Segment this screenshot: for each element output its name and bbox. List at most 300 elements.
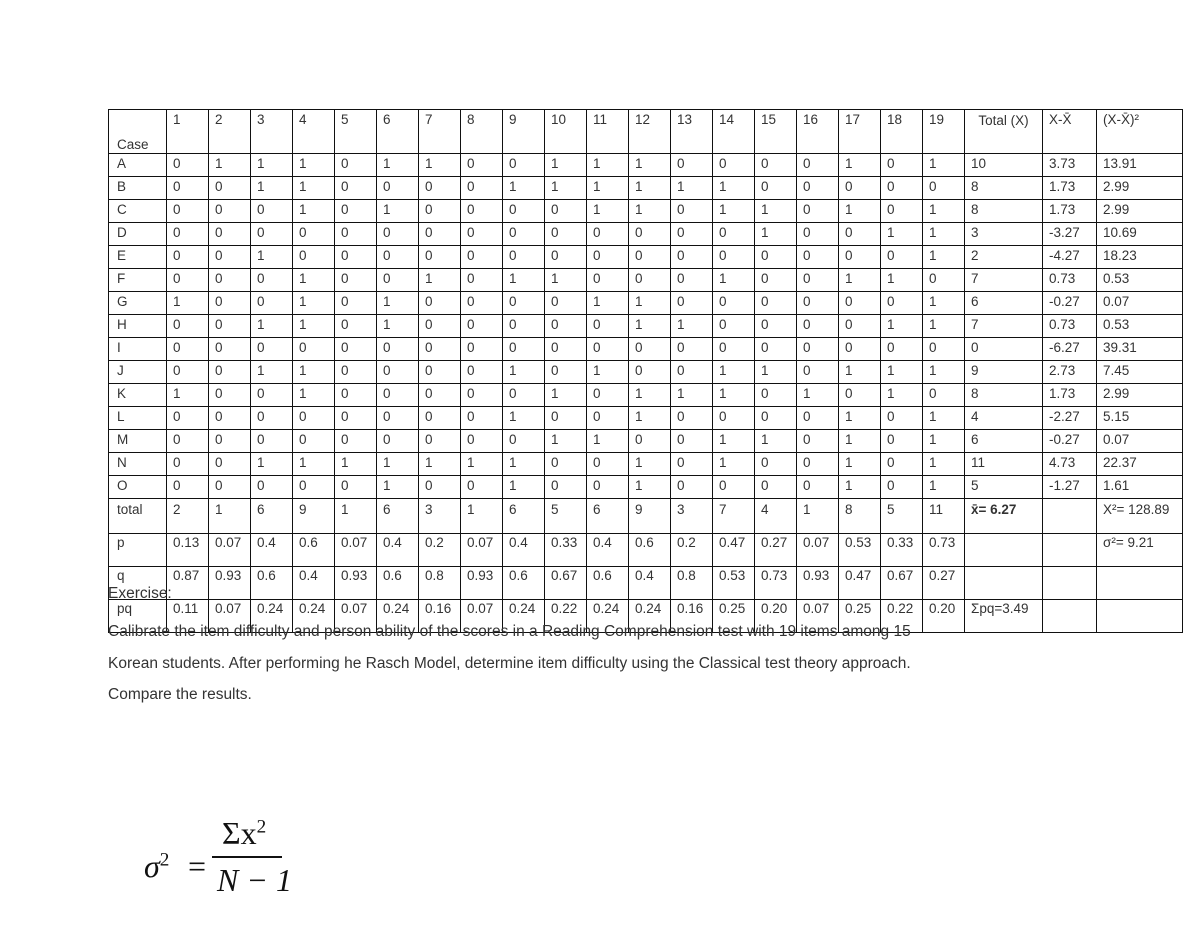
score-cell: 0 (251, 200, 293, 223)
item-total-cell: 11 (923, 499, 965, 534)
score-cell: 1 (629, 177, 671, 200)
score-cell: 1 (923, 246, 965, 269)
score-cell: 1 (419, 453, 461, 476)
score-cell: 1 (503, 407, 545, 430)
item-stat-cell: 0.07 (797, 534, 839, 567)
score-cell: 1 (293, 453, 335, 476)
item-stat-cell: 0.6 (503, 567, 545, 600)
score-cell: 0 (167, 223, 209, 246)
score-cell: 1 (503, 453, 545, 476)
item-stat-cell: 0.4 (587, 534, 629, 567)
score-cell: 0 (545, 315, 587, 338)
score-cell: 0 (377, 246, 419, 269)
score-cell: 1 (377, 453, 419, 476)
score-cell: 0 (503, 384, 545, 407)
score-cell: 0 (671, 430, 713, 453)
total-cell: 5 (965, 476, 1043, 499)
item-stat-cell: 0.4 (629, 567, 671, 600)
exercise-title: Exercise: (108, 585, 172, 602)
score-cell: 0 (755, 292, 797, 315)
deviation-squared-cell: 39.31 (1097, 338, 1183, 361)
score-cell: 0 (461, 338, 503, 361)
score-cell: 0 (167, 246, 209, 269)
deviation-cell: 3.73 (1043, 154, 1097, 177)
item-stat-cell: 0.24 (251, 600, 293, 633)
score-cell: 0 (545, 407, 587, 430)
score-cell: 0 (797, 476, 839, 499)
score-cell: 0 (209, 200, 251, 223)
score-cell: 0 (671, 246, 713, 269)
deviation-cell: 0.73 (1043, 269, 1097, 292)
score-cell: 1 (629, 154, 671, 177)
score-cell: 1 (419, 269, 461, 292)
item-stat-cell: 0.33 (545, 534, 587, 567)
item-header: 15 (755, 110, 797, 154)
score-cell: 1 (923, 453, 965, 476)
case-label: K (109, 384, 167, 407)
item-total-cell: 6 (377, 499, 419, 534)
score-cell: 0 (797, 154, 839, 177)
score-cell: 1 (167, 384, 209, 407)
score-cell: 0 (167, 453, 209, 476)
item-header: 8 (461, 110, 503, 154)
score-cell: 0 (167, 430, 209, 453)
case-label: I (109, 338, 167, 361)
score-cell: 0 (713, 223, 755, 246)
score-cell: 0 (587, 453, 629, 476)
score-cell: 1 (629, 315, 671, 338)
item-stat-cell: 0.6 (587, 567, 629, 600)
item-header: 3 (251, 110, 293, 154)
table-row (109, 223, 1183, 246)
score-cell: 0 (503, 430, 545, 453)
item-stat-cell: 0.22 (545, 600, 587, 633)
item-total-cell: 1 (797, 499, 839, 534)
score-cell: 0 (335, 246, 377, 269)
deviation-cell: -1.27 (1043, 476, 1097, 499)
score-cell: 1 (461, 453, 503, 476)
score-cell: 0 (377, 407, 419, 430)
total-cell: 8 (965, 200, 1043, 223)
deviation-squared-cell: 1.61 (1097, 476, 1183, 499)
item-stat-cell: 0.25 (839, 600, 881, 633)
item-stat-cell: 0.8 (419, 567, 461, 600)
score-cell: 0 (209, 361, 251, 384)
score-cell: 0 (629, 269, 671, 292)
score-cell: 0 (587, 269, 629, 292)
item-total-cell: 9 (629, 499, 671, 534)
score-cell: 0 (461, 476, 503, 499)
score-cell: 0 (335, 200, 377, 223)
score-cell: 0 (461, 361, 503, 384)
item-total-cell: 6 (587, 499, 629, 534)
score-cell: 0 (251, 269, 293, 292)
score-cell: 1 (251, 177, 293, 200)
total-cell: 3 (965, 223, 1043, 246)
score-cell: 0 (209, 246, 251, 269)
score-cell: 0 (587, 476, 629, 499)
score-cell: 1 (923, 430, 965, 453)
table-row (109, 292, 1183, 315)
score-cell: 1 (293, 200, 335, 223)
score-cell: 0 (881, 200, 923, 223)
score-cell: 0 (419, 384, 461, 407)
deviation-squared-cell: 2.99 (1097, 200, 1183, 223)
deviation-squared-cell: 10.69 (1097, 223, 1183, 246)
score-cell: 0 (167, 476, 209, 499)
item-stat-cell: 0.07 (209, 534, 251, 567)
score-cell: 0 (293, 407, 335, 430)
score-cell: 1 (797, 384, 839, 407)
item-header: 18 (881, 110, 923, 154)
item-stat-cell: 0.93 (209, 567, 251, 600)
score-cell: 0 (503, 292, 545, 315)
item-total-cell: 9 (293, 499, 335, 534)
score-cell: 0 (755, 476, 797, 499)
formula-denominator: N − 1 (217, 862, 292, 898)
score-cell: 1 (629, 407, 671, 430)
score-cell: 0 (461, 384, 503, 407)
score-cell: 0 (419, 177, 461, 200)
item-stat-cell: 0.13 (167, 534, 209, 567)
score-cell: 0 (545, 361, 587, 384)
score-cell: 0 (335, 177, 377, 200)
score-cell: 0 (839, 292, 881, 315)
case-label: E (109, 246, 167, 269)
score-cell: 0 (419, 200, 461, 223)
score-cell: 1 (671, 177, 713, 200)
score-cell: 0 (671, 200, 713, 223)
score-cell: 0 (209, 453, 251, 476)
score-cell: 0 (503, 315, 545, 338)
score-cell: 1 (713, 177, 755, 200)
score-cell: 0 (503, 246, 545, 269)
item-stat-cell: 0.27 (755, 534, 797, 567)
item-stat-cell: 0.27 (923, 567, 965, 600)
total-cell: 2 (965, 246, 1043, 269)
score-cell: 1 (713, 453, 755, 476)
item-stat-cell: 0.2 (419, 534, 461, 567)
score-cell: 0 (167, 407, 209, 430)
case-label: H (109, 315, 167, 338)
score-cell: 0 (461, 223, 503, 246)
score-cell: 1 (713, 361, 755, 384)
deviation-squared-cell: 22.37 (1097, 453, 1183, 476)
item-header: 17 (839, 110, 881, 154)
table-row (109, 338, 1183, 361)
item-total-cell: 5 (545, 499, 587, 534)
score-cell: 0 (209, 407, 251, 430)
score-cell: 0 (251, 292, 293, 315)
item-stat-cell: 0.6 (377, 567, 419, 600)
item-header: 7 (419, 110, 461, 154)
score-cell: 1 (923, 315, 965, 338)
item-stat-cell: 0.24 (629, 600, 671, 633)
case-label: F (109, 269, 167, 292)
score-cell: 0 (335, 338, 377, 361)
score-cell: 0 (671, 154, 713, 177)
score-cell: 0 (881, 246, 923, 269)
score-cell: 1 (251, 315, 293, 338)
total-cell: 9 (965, 361, 1043, 384)
score-cell: 0 (839, 384, 881, 407)
score-cell: 0 (587, 407, 629, 430)
score-cell: 0 (587, 246, 629, 269)
score-cell: 1 (293, 269, 335, 292)
score-cell: 0 (377, 269, 419, 292)
score-cell: 1 (923, 200, 965, 223)
score-cell: 1 (293, 315, 335, 338)
item-stat-cell: 0.4 (251, 534, 293, 567)
score-cell: 0 (671, 223, 713, 246)
score-cell: 1 (839, 361, 881, 384)
score-cell: 0 (377, 223, 419, 246)
score-cell: 1 (923, 476, 965, 499)
item-stat-cell: 0.93 (461, 567, 503, 600)
score-cell: 0 (461, 315, 503, 338)
score-cell: 0 (671, 407, 713, 430)
item-stat-cell: 0.07 (461, 600, 503, 633)
score-cell: 1 (881, 223, 923, 246)
score-cell: 0 (251, 476, 293, 499)
score-cell: 0 (797, 223, 839, 246)
score-cell: 0 (167, 361, 209, 384)
score-cell: 0 (797, 292, 839, 315)
score-cell: 0 (797, 430, 839, 453)
score-cell: 0 (293, 223, 335, 246)
score-cell: 0 (461, 269, 503, 292)
score-cell: 1 (587, 177, 629, 200)
score-cell: 0 (335, 476, 377, 499)
item-stat-cell: 0.24 (503, 600, 545, 633)
score-cell: 0 (209, 269, 251, 292)
score-cell: 1 (377, 154, 419, 177)
score-cell: 1 (587, 200, 629, 223)
score-cell: 0 (419, 315, 461, 338)
score-cell: 1 (629, 292, 671, 315)
score-cell: 1 (881, 315, 923, 338)
score-cell: 0 (335, 315, 377, 338)
deviation-cell: -3.27 (1043, 223, 1097, 246)
score-cell: 0 (461, 154, 503, 177)
item-stat-cell: 0.47 (713, 534, 755, 567)
empty-cell (1043, 534, 1097, 567)
score-cell: 1 (545, 154, 587, 177)
mean-cell: x̄= 6.27 (965, 499, 1043, 534)
p-row (109, 534, 1183, 567)
score-cell: 1 (839, 154, 881, 177)
item-stat-cell: 0.6 (251, 567, 293, 600)
score-cell: 0 (881, 476, 923, 499)
item-stat-cell: 0.20 (923, 600, 965, 633)
score-cell: 0 (839, 315, 881, 338)
score-cell: 1 (335, 453, 377, 476)
deviation-squared-cell: 18.23 (1097, 246, 1183, 269)
pq-sum-cell: Σpq=3.49 (965, 600, 1043, 633)
score-cell: 0 (671, 361, 713, 384)
table-row (109, 476, 1183, 499)
score-cell: 0 (839, 246, 881, 269)
score-cell: 0 (545, 338, 587, 361)
score-cell: 0 (671, 453, 713, 476)
score-cell: 1 (545, 430, 587, 453)
row-label: p (109, 534, 167, 567)
formula-lhs: $\sigma^2$ (144, 848, 170, 884)
table-row (109, 315, 1183, 338)
item-stat-cell: 0.07 (461, 534, 503, 567)
case-label: O (109, 476, 167, 499)
score-cell: 0 (503, 154, 545, 177)
formula-equals: = (188, 848, 207, 884)
score-cell: 0 (251, 384, 293, 407)
score-cell: 1 (629, 453, 671, 476)
score-cell: 0 (713, 154, 755, 177)
score-cell: 0 (797, 453, 839, 476)
score-cell: 0 (629, 246, 671, 269)
deviation-squared-cell: 0.07 (1097, 292, 1183, 315)
empty-cell (1097, 600, 1183, 633)
score-cell: 1 (377, 292, 419, 315)
score-cell: 0 (209, 384, 251, 407)
fraction-bar (212, 856, 282, 858)
score-cell: 0 (923, 384, 965, 407)
item-header: 12 (629, 110, 671, 154)
score-cell: 0 (503, 223, 545, 246)
score-cell: 1 (923, 407, 965, 430)
score-cell: 0 (755, 154, 797, 177)
score-cell: 1 (713, 384, 755, 407)
score-cell: 1 (671, 315, 713, 338)
item-header: 13 (671, 110, 713, 154)
item-header: 14 (713, 110, 755, 154)
score-cell: 0 (209, 315, 251, 338)
table-row (109, 269, 1183, 292)
total-cell: 8 (965, 177, 1043, 200)
item-stat-cell: 0.53 (839, 534, 881, 567)
item-total-cell: 2 (167, 499, 209, 534)
score-cell: 0 (881, 430, 923, 453)
score-cell: 1 (713, 269, 755, 292)
deviation-squared-cell: 7.45 (1097, 361, 1183, 384)
item-total-cell: 8 (839, 499, 881, 534)
score-cell: 1 (755, 223, 797, 246)
item-total-cell: 7 (713, 499, 755, 534)
score-cell: 0 (797, 338, 839, 361)
score-cell: 1 (167, 292, 209, 315)
score-cell: 0 (755, 246, 797, 269)
score-cell: 1 (713, 430, 755, 453)
score-cell: 0 (671, 269, 713, 292)
deviation-squared-cell: 0.53 (1097, 269, 1183, 292)
score-cell: 0 (503, 338, 545, 361)
case-label: J (109, 361, 167, 384)
item-header: 11 (587, 110, 629, 154)
item-total-cell: 6 (503, 499, 545, 534)
score-cell: 1 (377, 476, 419, 499)
score-cell: 1 (251, 246, 293, 269)
empty-cell (1043, 499, 1097, 534)
score-cell: 0 (545, 453, 587, 476)
score-cell: 0 (755, 269, 797, 292)
score-cell: 0 (881, 338, 923, 361)
item-stat-cell: 0.6 (293, 534, 335, 567)
score-cell: 0 (755, 177, 797, 200)
score-cell: 0 (797, 315, 839, 338)
score-cell: 0 (881, 154, 923, 177)
score-cell: 0 (629, 430, 671, 453)
score-cell: 1 (545, 177, 587, 200)
deviation-cell: -6.27 (1043, 338, 1097, 361)
score-cell: 0 (797, 200, 839, 223)
score-cell: 0 (209, 338, 251, 361)
row-label: total (109, 499, 167, 534)
score-cell: 0 (755, 453, 797, 476)
score-cell: 1 (251, 361, 293, 384)
score-cell: 0 (671, 476, 713, 499)
item-header: 6 (377, 110, 419, 154)
table-row (109, 361, 1183, 384)
item-stat-cell: 0.53 (713, 567, 755, 600)
item-stat-cell: 0.93 (797, 567, 839, 600)
total-cell: 4 (965, 407, 1043, 430)
case-label: M (109, 430, 167, 453)
score-cell: 0 (419, 223, 461, 246)
score-cell: 1 (839, 200, 881, 223)
case-label: L (109, 407, 167, 430)
score-cell: 0 (881, 407, 923, 430)
score-cell: 0 (419, 246, 461, 269)
item-stat-cell: 0.11 (167, 600, 209, 633)
item-total-cell: 1 (461, 499, 503, 534)
score-cell: 0 (251, 223, 293, 246)
score-cell: 1 (839, 269, 881, 292)
score-cell: 0 (629, 223, 671, 246)
table-header-row (109, 110, 1183, 154)
item-total-cell: 4 (755, 499, 797, 534)
empty-cell (1097, 567, 1183, 600)
score-cell: 1 (629, 476, 671, 499)
item-stat-cell: 0.2 (671, 534, 713, 567)
score-cell: 0 (377, 430, 419, 453)
score-cell: 0 (461, 407, 503, 430)
score-cell: 0 (713, 407, 755, 430)
score-cell: 0 (251, 407, 293, 430)
score-cell: 1 (587, 154, 629, 177)
score-cell: 0 (335, 269, 377, 292)
score-cell: 0 (209, 476, 251, 499)
score-cell: 0 (587, 315, 629, 338)
score-cell: 1 (209, 154, 251, 177)
score-cell: 0 (881, 453, 923, 476)
exercise-line: Compare the results. (108, 686, 252, 703)
score-cell: 0 (881, 177, 923, 200)
deviation-squared-cell: 13.91 (1097, 154, 1183, 177)
score-cell: 0 (293, 476, 335, 499)
table-row (109, 453, 1183, 476)
deviation-header: X-X̄ (1043, 110, 1097, 154)
item-header: 16 (797, 110, 839, 154)
deviation-squared-cell: 5.15 (1097, 407, 1183, 430)
total-cell: 8 (965, 384, 1043, 407)
score-cell: 0 (629, 338, 671, 361)
score-cell: 0 (461, 430, 503, 453)
score-cell: 0 (881, 292, 923, 315)
item-header: 5 (335, 110, 377, 154)
case-label: A (109, 154, 167, 177)
score-cell: 1 (881, 384, 923, 407)
score-cell: 1 (251, 154, 293, 177)
scores-table (108, 109, 1183, 633)
